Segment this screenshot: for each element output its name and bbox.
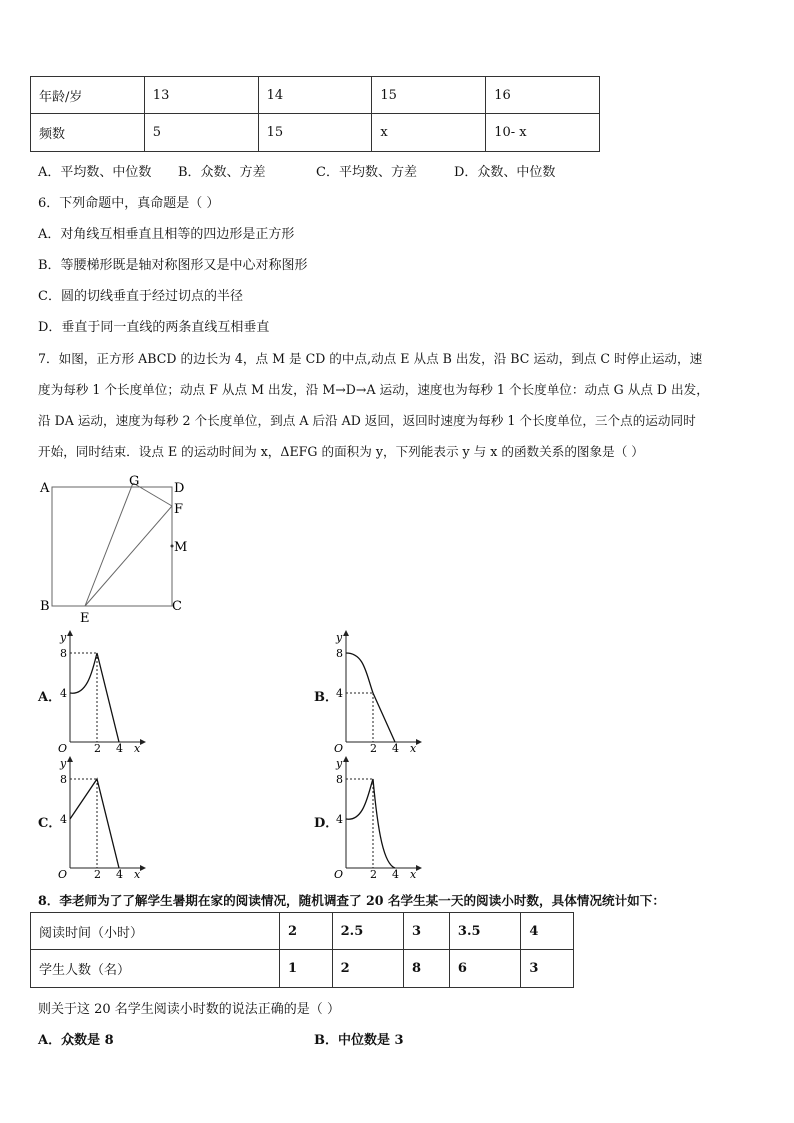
q5-option-c: C．平均数、方差 xyxy=(316,165,417,180)
table-cell: 3 xyxy=(521,950,574,988)
x-tick: 2 xyxy=(370,868,377,879)
origin-label: O xyxy=(334,868,344,879)
q5-option-d: D．众数、中位数 xyxy=(454,165,556,180)
q5-option-b: B．众数、方差 xyxy=(178,165,266,180)
label-d: D xyxy=(174,481,185,496)
label-e: E xyxy=(80,611,90,626)
q8-option-b: B．中位数是 3 xyxy=(314,1033,404,1048)
table-cell: 阅读时间（小时） xyxy=(31,913,280,950)
table-cell: 1 xyxy=(280,950,333,988)
table-cell: 2.5 xyxy=(332,913,403,950)
table-cell: 2 xyxy=(332,950,403,988)
table-cell: 3 xyxy=(404,913,450,950)
table-cell: 16 xyxy=(486,77,600,114)
q6-stem: 6．下列命题中，真命题是（ ） xyxy=(38,196,220,211)
table-cell: 6 xyxy=(449,950,520,988)
y-tick: 8 xyxy=(336,647,343,660)
origin-label: O xyxy=(58,868,68,879)
y-axis-label: y xyxy=(60,631,67,644)
table-cell: 5 xyxy=(144,114,258,152)
table-row xyxy=(31,950,574,988)
reading-time-table xyxy=(30,912,574,988)
table-cell: 3.5 xyxy=(449,913,520,950)
graph-b xyxy=(334,628,424,753)
x-tick: 2 xyxy=(94,742,101,753)
x-tick: 4 xyxy=(392,742,399,753)
table-cell: 学生人数（名） xyxy=(31,950,280,988)
table-cell: x xyxy=(372,114,486,152)
table-cell: 10- x xyxy=(486,114,600,152)
square-figure xyxy=(30,470,200,630)
y-axis-label: y xyxy=(60,757,67,770)
x-tick: 4 xyxy=(392,868,399,879)
label-a: A xyxy=(40,481,50,496)
label-b: B xyxy=(40,599,50,614)
q6-option-a: A．对角线互相垂直且相等的四边形是正方形 xyxy=(38,227,295,242)
q7-line-3: 沿 DA 运动，速度为每秒 2 个长度单位，到点 A 后沿 AD 返回，返回时速度为每秒 1 个长度单位，三个点的运动同时 xyxy=(38,413,696,428)
x-tick: 2 xyxy=(370,742,377,753)
age-frequency-table xyxy=(30,76,600,152)
x-axis-label: x xyxy=(410,742,417,753)
q5-option-a: A．平均数、中位数 xyxy=(38,165,152,180)
q8-option-a: A．众数是 8 xyxy=(38,1033,114,1048)
x-tick: 4 xyxy=(116,742,123,753)
y-tick: 4 xyxy=(60,813,67,826)
table-row xyxy=(31,114,600,152)
table-cell: 13 xyxy=(144,77,258,114)
y-tick: 8 xyxy=(60,647,67,660)
graph-d xyxy=(334,754,424,879)
table-cell: 15 xyxy=(372,77,486,114)
x-tick: 2 xyxy=(94,868,101,879)
x-axis-label: x xyxy=(134,868,141,879)
table-cell: 14 xyxy=(258,77,372,114)
label-f: F xyxy=(174,502,184,517)
q6-option-d: D．垂直于同一直线的两条直线互相垂直 xyxy=(38,320,270,335)
q8-question: 则关于这 20 名学生阅读小时数的说法正确的是（ ） xyxy=(38,1002,340,1017)
q7-line-4: 开始，同时结束．设点 E 的运动时间为 x，ΔEFG 的面积为 y，下列能表示 y 与 x 的函数关系的图象是（ ） xyxy=(38,444,644,459)
graph-a xyxy=(58,628,148,753)
x-tick: 4 xyxy=(116,868,123,879)
table-row xyxy=(31,77,600,114)
q6-option-b: B．等腰梯形既是轴对称图形又是中心对称图形 xyxy=(38,258,308,273)
origin-label: O xyxy=(58,742,68,753)
y-tick: 4 xyxy=(60,687,67,700)
y-axis-label: y xyxy=(336,631,343,644)
label-m: M xyxy=(174,540,188,555)
y-tick: 8 xyxy=(336,773,343,786)
q8-stem: 8．李老师为了了解学生暑期在家的阅读情况，随机调查了 20 名学生某一天的阅读小时数，具体情况统计如下： xyxy=(38,893,665,908)
q7-option-c-label: C． xyxy=(38,816,62,831)
table-cell: 8 xyxy=(404,950,450,988)
graph-c xyxy=(58,754,148,879)
q7-option-b-label: B． xyxy=(314,690,338,705)
q7-line-1: 7．如图，正方形 ABCD 的边长为 4，点 M 是 CD 的中点,动点 E 从点 B 出发，沿 BC 运动，到点 C 时停止运动，速 xyxy=(38,351,703,366)
table-cell: 频数 xyxy=(31,114,145,152)
table-cell: 15 xyxy=(258,114,372,152)
origin-label: O xyxy=(334,742,344,753)
y-tick: 4 xyxy=(336,687,343,700)
q7-option-a-label: A． xyxy=(38,690,62,705)
x-axis-label: x xyxy=(134,742,141,753)
q7-line-2: 度为每秒 1 个长度单位；动点 F 从点 M 出发，沿 M→D→A 运动，速度也为每秒 1 个长度单位：动点 G 从点 D 出发， xyxy=(38,382,709,397)
label-g: G xyxy=(129,474,140,489)
table-cell: 4 xyxy=(521,913,574,950)
x-axis-label: x xyxy=(410,868,417,879)
table-cell: 2 xyxy=(280,913,333,950)
y-axis-label: y xyxy=(336,757,343,770)
table-cell: 年龄/岁 xyxy=(31,77,145,114)
y-tick: 4 xyxy=(336,813,343,826)
q7-option-d-label: D． xyxy=(314,816,339,831)
label-c: C xyxy=(172,599,182,614)
y-tick: 8 xyxy=(60,773,67,786)
q6-option-c: C．圆的切线垂直于经过切点的半径 xyxy=(38,289,243,304)
table-row xyxy=(31,913,574,950)
